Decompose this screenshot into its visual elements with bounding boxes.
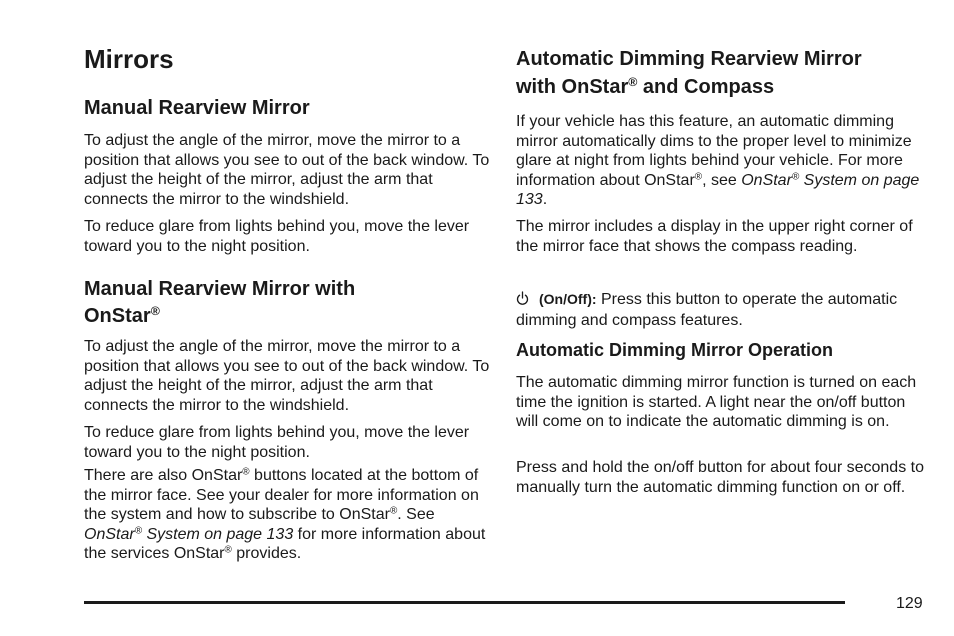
- cross-reference: OnStar® System on page 133: [84, 525, 294, 543]
- paragraph: To adjust the angle of the mirror, move the mirror to a position that allows you see to out of the back window. To adjust the height of the mirror, adjust the arm that connects the mirror to the windshield.: [84, 132, 490, 208]
- paragraph: There are also OnStar® buttons located at the bottom of the mirror face. See your dealer for more information on the system and how to subscribe to OnStar®. See OnStar® System on page 133 for more information about the services OnStar® provides.: [84, 466, 486, 562]
- power-icon: [516, 291, 529, 306]
- paragraph: If your vehicle has this feature, an automatic dimming mirror automatically dims to the proper level to minimize glare at night from lights behind your vehicle. For more information about OnStar®, see OnStar® System on page 133.: [516, 113, 920, 208]
- paragraph: To reduce glare from lights behind you, move the lever toward you to the night position.: [84, 218, 470, 255]
- heading-auto-dimming-onstar-compass: Automatic Dimming Rearview Mirror with OnStar® and Compass: [516, 48, 862, 98]
- paragraph: To reduce glare from lights behind you, move the lever toward you to the night position.: [84, 424, 470, 461]
- heading-manual-rearview-mirror-onstar: Manual Rearview Mirror with OnStar®: [84, 278, 356, 327]
- footer-rule: [84, 601, 845, 604]
- page-title: Mirrors: [84, 44, 174, 74]
- paragraph-on-off: (On/Off): Press this button to operate the automatic dimming and compass features.: [516, 291, 898, 329]
- page-number: 129: [896, 595, 923, 612]
- paragraph: The automatic dimming mirror function is turned on each time the ignition is started. A light near the on/off button will come on to indicate the automatic dimming is on.: [516, 374, 917, 430]
- paragraph: Press and hold the on/off button for about four seconds to manually turn the automatic dimming function on or off.: [516, 459, 924, 496]
- heading-auto-dimming-operation: Automatic Dimming Mirror Operation: [516, 340, 834, 360]
- paragraph: The mirror includes a display in the upper right corner of the mirror face that shows the compass reading.: [516, 218, 913, 255]
- paragraph: To adjust the angle of the mirror, move the mirror to a position that allows you see to out of the back window. To adjust the height of the mirror, adjust the arm that connects the mirror to the windshield.: [84, 338, 490, 414]
- cross-reference: OnStar® System on page 133: [516, 171, 920, 208]
- heading-manual-rearview-mirror: Manual Rearview Mirror: [84, 97, 310, 119]
